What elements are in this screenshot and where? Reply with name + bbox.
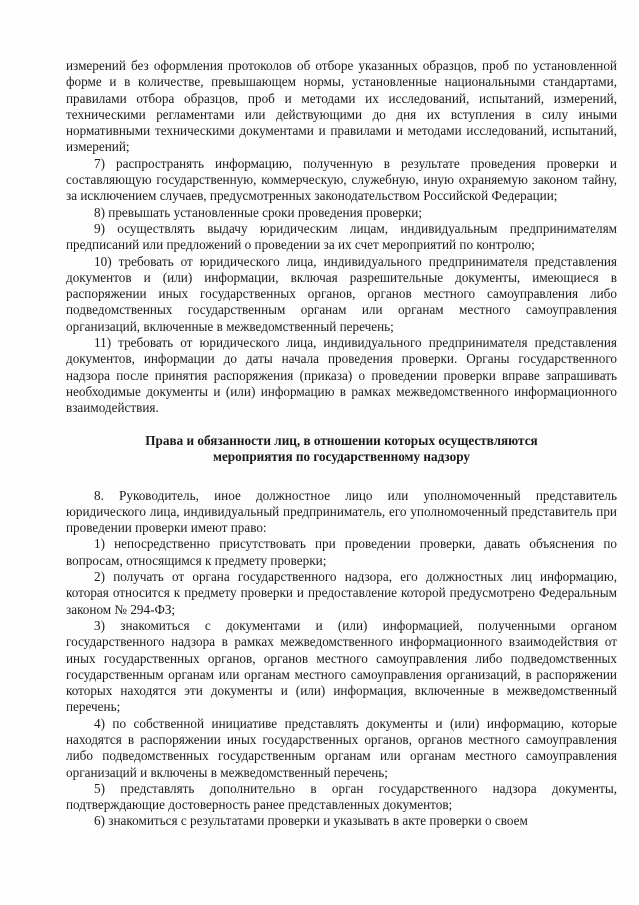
section-heading-line-2: мероприятия по государственному надзору <box>212 449 471 465</box>
prohibitions-list <box>66 58 617 417</box>
paragraph-right-6: 6) знакомиться с результатами проверки и указывать в акте проверки о своем <box>94 813 528 829</box>
paragraph-right-1: 1) непосредственно присутствовать при проведении проверки, давать объяснения по вопросам, относящимся к предмету проверки; <box>66 536 617 568</box>
paragraph-item-11: 11) требовать от юридического лица, индивидуального предпринимателя представления документов, информации до даты начала проведения проверки. Органы государственного надзора после принятия распоряжения (приказа) о проведении проверки вправе запрашивать необходимые документы и (или) информацию в рамках межведомственного информационного взаимодействия. <box>66 335 617 416</box>
paragraph-right-5: 5) представлять дополнительно в орган государственного надзора документы, подтверждающие достоверность ранее представленных документов; <box>66 780 617 813</box>
rights-list <box>66 488 617 830</box>
paragraph-item-8-rights: 8. Руководитель, иное должностное лицо или уполномоченный представитель юридического лица, индивидуальный предприниматель, его уполномоченный представитель при проведении проверки имеют право: <box>66 487 617 536</box>
paragraph-right-4: 4) по собственной инициативе представлять документы и (или) информацию, которые находятся в распоряжении иных государственных органов, органов местного самоуправления либо подведомственных государственным органам или органам местного самоуправления организаций и включены в межведомственный перечень; <box>66 715 617 780</box>
section-heading <box>66 433 617 466</box>
section-heading-line-1: Права и обязанности лиц, в отношении которых осуществляются <box>145 432 538 448</box>
paragraph-right-3: 3) знакомиться с документами и (или) информацией, полученными органом государственного надзора в рамках межведомственного информационного взаимодействия от иных государственных органов, органов местного самоуправления либо подведомственных государственным органам или органам местного самоуправления организаций, в распоряжении которых находятся эти документы и (или) информация, включенные в межведомственный перечень; <box>66 617 617 715</box>
paragraph-item-10: 10) требовать от юридического лица, индивидуального предпринимателя представления документов и (или) информации, включая разрешительные документы, имеющиеся в распоряжении иных государственных органов, органов местного самоуправления либо подведомственных государственным органам или органам местного самоуправления организаций, включенные в межведомственный перечень; <box>66 253 617 334</box>
paragraph-cont: измерений без оформления протоколов об отборе указанных образцов, проб по установленной форме и в количестве, превышающем нормы, установленные национальными стандартами, правилами отбора образцов, проб и методами их исследований, испытаний, измерений, техническими регламентами или действующими до дня их вступления в силу иными нормативными техническими документами и правилами и методами исследований, испытаний, измерений; <box>66 58 617 155</box>
paragraph-item-9: 9) осуществлять выдачу юридическим лицам, индивидуальным предпринимателям предписаний или предложений о проведении за их счет мероприятий по контролю; <box>66 220 617 253</box>
paragraph-right-2: 2) получать от органа государственного надзора, его должностных лиц информацию, которая относится к предмету проверки и предоставление которой предусмотрено Федеральным законом № 294-ФЗ; <box>66 569 617 617</box>
paragraph-item-8: 8) превышать установленные сроки проведения проверки; <box>94 204 422 220</box>
paragraph-item-7: 7) распространять информацию, полученную в результате проведения проверки и составляющую государственную, коммерческую, служебную, иную охраняемую законом тайну, за исключением случаев, предусмотренных законодательством Российской Федерации; <box>66 155 617 204</box>
